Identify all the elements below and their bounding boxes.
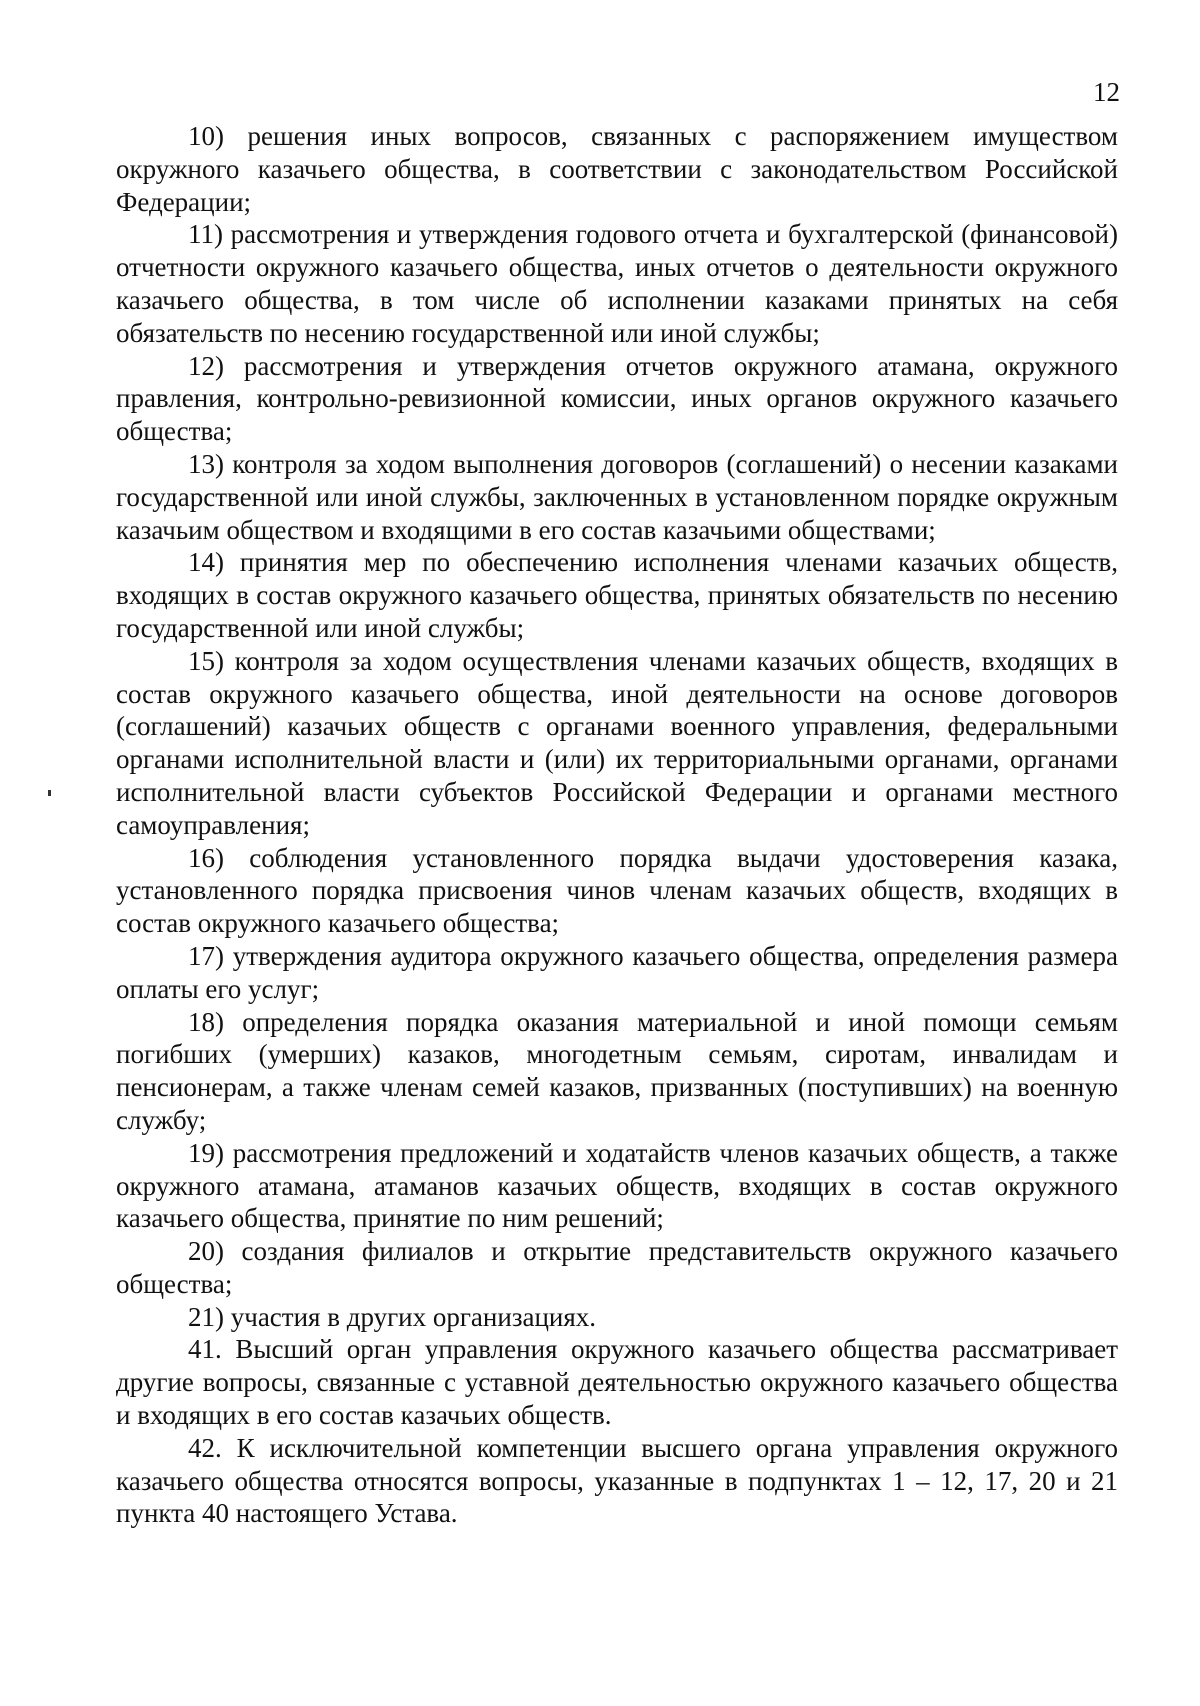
paragraph-item-15: 15) контроля за ходом осуществления членами казачьих обществ, входящих в состав окружного казачьего общества, иной деятельности на основе договоров (соглашений) казачьих обществ с органами военного управления, федеральными органами исполнительной власти и (или) их территориальными органами, органами исполнительной власти субъектов Российской Федерации и органами местного самоуправления; (116, 645, 1118, 840)
paragraph-clause-42: 42. К исключительной компетенции высшего органа управления окружного казачьего общества относятся вопросы, указанные в подпунктах 1 – 12, 17, 20 и 21 пункта 40 настоящего Устава. (116, 1432, 1118, 1529)
document-body (116, 120, 1118, 1530)
page-number: 12 (1093, 77, 1120, 107)
scan-mark (48, 790, 51, 796)
paragraph-item-20: 20) создания филиалов и открытие представительств окружного казачьего общества; (116, 1236, 1118, 1299)
paragraph-item-16: 16) соблюдения установленного порядка выдачи удостоверения казака, установленного порядка присвоения чинов членам казачьих обществ, входящих в состав окружного казачьего общества; (116, 842, 1118, 939)
paragraph-item-19: 19) рассмотрения предложений и ходатайств членов казачьих обществ, а также окружного атамана, атаманов казачьих обществ, входящих в состав окружного казачьего общества, принятие по ним решений; (116, 1137, 1118, 1234)
paragraph-item-11: 11) рассмотрения и утверждения годового отчета и бухгалтерской (финансовой) отчетности окружного казачьего общества, иных отчетов о деятельности окружного казачьего общества, в том числе об исполнении казаками принятых на себя обязательств по несению государственной или иной службы; (116, 219, 1118, 348)
paragraph-item-18: 18) определения порядка оказания материальной и иной помощи семьям погибших (умерших) казаков, многодетным семьям, сиротам, инвалидам и пенсионерам, а также членам семей казаков, призванных (поступивших) на военную службу; (116, 1006, 1118, 1135)
paragraph-item-17: 17) утверждения аудитора окружного казачьего общества, определения размера оплаты его услуг; (116, 940, 1118, 1004)
paragraph-item-13: 13) контроля за ходом выполнения договоров (соглашений) о несении казаками государственной или иной службы, заключенных в установленном порядке окружным казачьим обществом и входящими в его состав казачьими обществами; (116, 448, 1118, 545)
paragraph-clause-41: 41. Высший орган управления окружного казачьего общества рассматривает другие вопросы, связанные с уставной деятельностью окружного казачьего общества и входящих в его состав казачьих обществ. (116, 1334, 1118, 1431)
paragraph-item-12: 12) рассмотрения и утверждения отчетов окружного атамана, окружного правления, контрольно-ревизионной комиссии, иных органов окружного казачьего общества; (116, 350, 1118, 447)
paragraph-item-21: 21) участия в других организациях. (188, 1301, 597, 1332)
paragraph-item-14: 14) принятия мер по обеспечению исполнения членами казачьих обществ, входящих в состав окружного казачьего общества, принятых обязательств по несению государственной или иной службы; (116, 547, 1118, 643)
paragraph-item-10: 10) решения иных вопросов, связанных с распоряжением имуществом окружного казачьего общества, в соответствии с законодательством Российской Федерации; (116, 121, 1118, 217)
